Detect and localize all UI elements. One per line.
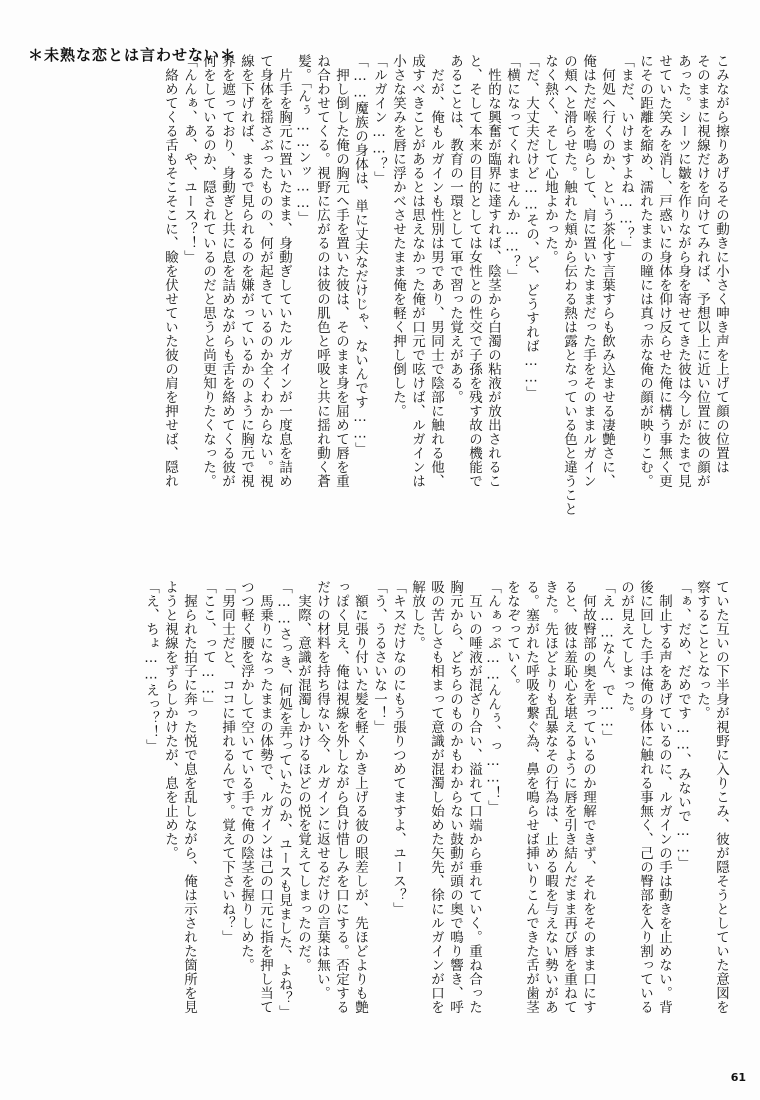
text-column: せていた笑みを消し、戸惑いに身体を仰け反らせた俺に構う事無く更: [656, 54, 672, 488]
text-column: 「え、ちょ……えっ？！」: [143, 580, 159, 753]
text-column: っぽく見え、俺は視線を外しながら負け惜しみを口にする。否定する: [333, 580, 349, 1014]
text-column: 「んんぁ、あ、や、ユース？！」: [181, 54, 197, 264]
text-column: 額に張り付いた髪を軽くかき上げる彼の眼差しが、先ほどよりも艶: [352, 580, 368, 1014]
text-column: 押し倒した俺の胸元へ手を置いた彼は、そのまま身を屈めて唇を重: [333, 54, 349, 488]
text-column: だが、俺もルガインも性別は男であり、男同士で陰部に触れる他、: [428, 54, 444, 488]
text-column: なく熱く、そして心地よかった。: [542, 54, 558, 264]
text-column: 線を下げれば、まるで見られるのを嫌がっているかのように胸元で視: [238, 54, 254, 488]
text-column: をなぞっていく。: [504, 580, 520, 692]
text-column: こみながら擦りあげるその動きに小さく呻き声を上げて顔の位置は: [713, 54, 729, 474]
text-column: のが見えてしまった。: [618, 580, 634, 720]
text-column: 絡めてくる舌もそこそこに、瞼を伏せていた彼の肩を押せば、隠れ: [162, 54, 178, 488]
text-block-top: [50, 54, 730, 532]
text-column: 「ここ、って……」: [200, 580, 216, 711]
text-column: 「う、うるさいな一！」: [371, 580, 387, 734]
text-column: 「ルガイン……？」: [371, 54, 387, 185]
text-column: 片手を胸元に置いたまま、身動ぎしていたルガインが一度息を詰め: [276, 54, 292, 488]
text-column: 察することとなった。: [694, 580, 710, 720]
text-column: 「キスだけなのにもう張りつめてますよ、ユース？」: [390, 580, 406, 916]
text-column: 俺はただ喉を鳴らして、肩に置いたままだった手をそのままルガイン: [580, 54, 596, 488]
text-column: 「……魔族の身体は、単に丈夫なだけじゃ、ないんです……」: [352, 54, 368, 456]
text-column: 成すべきことがあるとは思えなかった俺が口元で呟けば、ルガインは: [409, 54, 425, 488]
text-column: 「んぁっぷ……んんぅ、っ……！」: [485, 580, 501, 814]
text-column: きた。先ほどよりも乱暴なその行為は、止める暇を与えない勢いがあ: [542, 580, 558, 1014]
text-column: 胸元から、どちらのものかもわからない鼓動が頭の奥で鳴り響き、呼: [447, 580, 463, 1014]
text-column: 握られた拍子に奔った悦で息を乱しながら、俺は示された箇所を見: [181, 580, 197, 1014]
text-column: と、そして本来の目的としては女性との性交で子孫を残す故の機能で: [466, 54, 482, 488]
text-column: 実際、意識が混濁しかけるほどの悦を覚えてしまったのだ。: [295, 580, 311, 972]
text-column: の頬へと滑らせた。触れた頬から伝わる熱は露となっている色と違うこと: [561, 54, 577, 516]
text-column: 何をしているのか、隠されているのだと思うと尚更知りたくなった。: [200, 54, 216, 488]
text-column: る。塞がれた呼吸を繋ぐ為、鼻を鳴らせば挿いりこんできた舌が歯茎: [523, 580, 539, 1014]
text-column: ていた互いの下半身が視野に入りこみ、彼が隠そうとしていた意図を: [713, 580, 729, 1014]
text-column: そのままに視線だけを向けてみれば、予想以上に近い位置に彼の顔が: [694, 54, 710, 488]
text-column: 「まだ、いけますよね……？」: [618, 54, 634, 255]
text-column: 馬乗りになったままの体勢で、ルガインは己の口元に指を押し当て: [257, 580, 273, 1014]
text-column: 「ぁ、だめ、だめです……、みないで……」: [675, 580, 691, 870]
text-column: 制止する声をあげているのに、ルガインの手は動きを止めない。背: [656, 580, 672, 1014]
text-column: 「……さっき、何処を弄っていたのか、ユースも見ました、よね？」: [276, 580, 292, 1019]
text-column: つつ軽く腰を浮かして空いている手で俺の陰茎を握りしめた。: [238, 580, 254, 972]
text-column: あった。シーツに皺を作りながら身を寄せてきた彼は今しがたまで見: [675, 54, 691, 488]
text-column: 小さな笑みを唇に浮かべさせたまま俺を軽く押し倒した。: [390, 54, 406, 418]
text-column: 「横になってくれませんか……？」: [504, 54, 520, 283]
text-column: ね合わせてくる。視野に広がるのは彼の肌色と呼吸と共に揺れ動く蒼: [314, 54, 330, 488]
text-column: 髪。「んぅ……ンッ……」: [295, 54, 311, 226]
text-column: だけの材料を持ち得ない今、ルガインに返せるだけの言葉は無い。: [314, 580, 330, 1000]
text-column: にその距離を縮め、濡れたままの瞳には真っ赤な俺の顔が映りこむ。: [637, 54, 653, 488]
text-column: 「男同士だと、ココに挿れるんです。覚えて下さいね？」: [219, 580, 235, 944]
text-column: あることは、教育の一環として軍で習った覚えがある。: [447, 54, 463, 404]
text-column: 「だ、大丈夫だけど……その、ど、どうすれば……」: [523, 54, 539, 400]
text-column: 界を遮っており、身動ぎと共に息を詰めながらも舌を絡めてくる彼が: [219, 54, 235, 488]
text-column: 後に回した手は俺の身体に触れる事無く、己の臀部を入り割っている: [637, 580, 653, 1014]
text-column: 「え……なん、で……」: [599, 580, 615, 744]
text-column: 互いの唾液が混ざり合い、溢れて口端から垂れていく。重ね合った: [466, 580, 482, 1014]
text-block-bottom: [30, 580, 730, 1065]
text-column: 何故臀部の奥を弄っているのか理解できず、それをそのまま口にす: [580, 580, 596, 1014]
text-column: 性的な興奮が臨界に達すれば、陰茎から白濁の粘液が放出されるこ: [485, 54, 501, 488]
text-column: 何処へ行くのか、という茶化す言葉すらも飲み込ませる凄艶さに、: [599, 54, 615, 488]
text-column: て身体を揺さぶったものの、何が起きているのか全くわからない。視: [257, 54, 273, 488]
text-column: ようと視線をずらしかけたが、息を止めた。: [162, 580, 178, 860]
text-column: 吸の苦しさも相まって意識が混濁し始めた矢先、徐にルガインが口を: [428, 580, 444, 1014]
text-column: ると、彼は羞恥心を堪えるように唇を引き結んだまま再び唇を重ねて: [561, 580, 577, 1014]
page-number: 61: [730, 1071, 746, 1084]
page-title: ＊未熟な恋とは言わせない＊: [28, 46, 237, 64]
text-column: 解放した。: [409, 580, 425, 650]
